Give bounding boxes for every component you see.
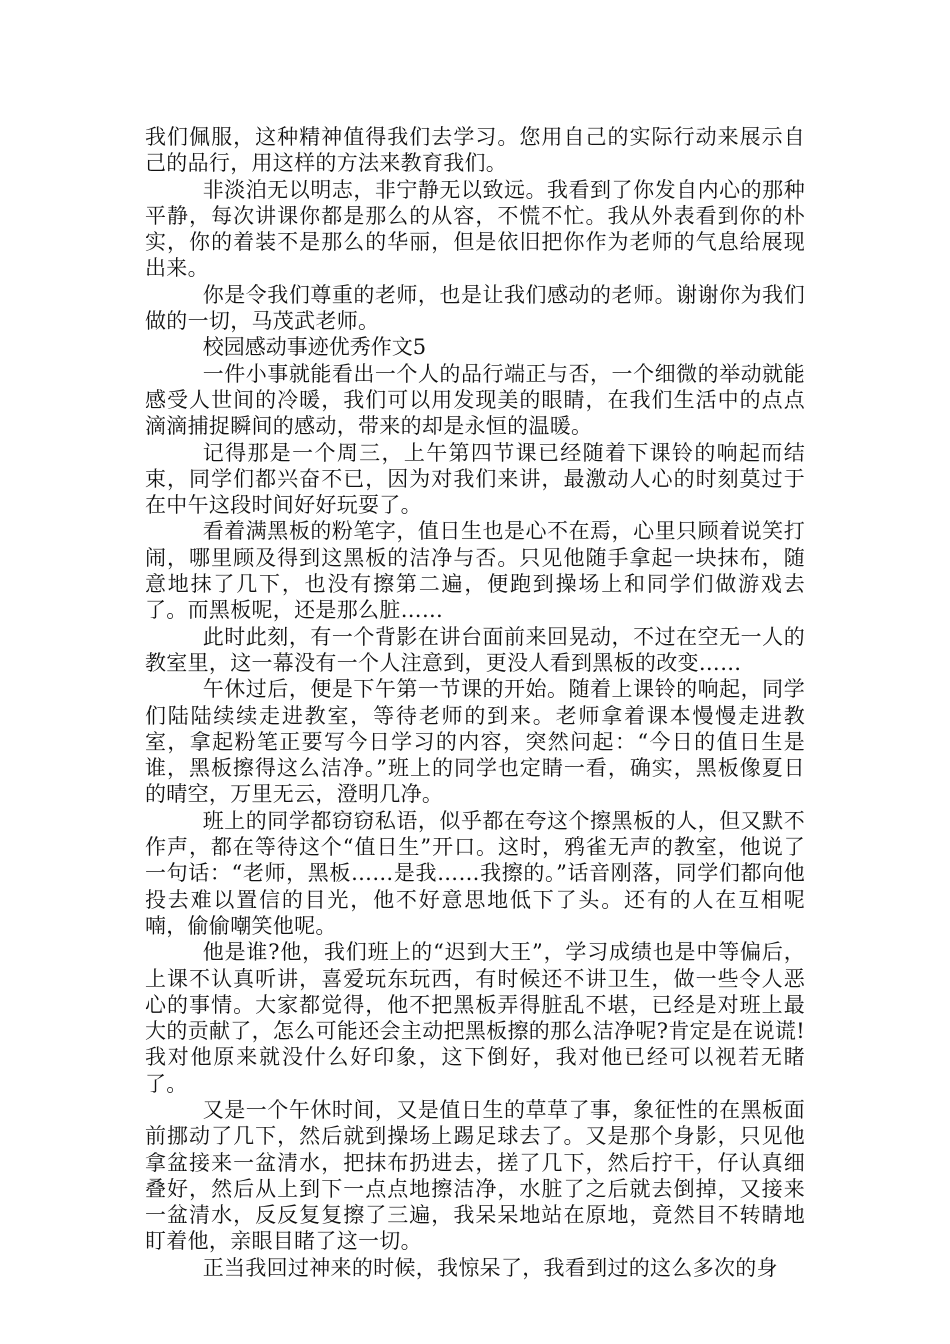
paragraph-6: 看着满黑板的粉笔字，值日生也是心不在焉，心里只顾着说笑打闹，哪里顾及得到这黑板的洁净与否。只见他随手拿起一块抹布，随意地抹了几下，也没有擦第二遍，便跑到操场上和同学们做游戏去了。而黑板呢，还是那么脏…… [145, 519, 805, 623]
paragraph-10: 他是谁?他，我们班上的“迟到大王”，学习成绩也是中等偏后，上课不认真听讲，喜爱玩东玩西，有时候还不讲卫生，做一些令人恶心的事情。大家都觉得，他不把黑板弄得脏乱不堪，已经是对班上最大的贡献了，怎么可能还会主动把黑板擦的那么洁净呢?肯定是在说谎!我对他原来就没什么好印象，这下倒好，我对他已经可以视若无睹了。 [145, 940, 805, 1096]
paragraph-12: 正当我回过神来的时候，我惊呆了，我看到过的这么多次的身 [202, 1255, 778, 1280]
paragraph-1: 我们佩服，这种精神值得我们去学习。您用自己的实际行动来展示自己的品行，用这样的方法来教育我们。 [145, 125, 805, 176]
paragraph-5: 记得那是一个周三，上午第四节课已经随着下课铃的响起而结束，同学们都兴奋不已，因为对我们来讲，最激动人心的时刻莫过于在中午这段时间好好玩耍了。 [145, 440, 805, 518]
paragraph-3: 你是令我们尊重的老师，也是让我们感动的老师。谢谢你为我们做的一切，马茂武老师。 [145, 282, 805, 334]
paragraph-7: 此时此刻，有一个背影在讲台面前来回晃动，不过在空无一人的教室里，这一幕没有一个人注意到，更没人看到黑板的改变…… [145, 624, 805, 675]
document-page [145, 124, 805, 1281]
paragraph-11: 又是一个午休时间，又是值日生的草草了事，象征性的在黑板面前挪动了几下，然后就到操场上踢足球去了。又是那个身影，只见他拿盆接来一盆清水，把抹布扔进去，搓了几下，然后拧干，仔认真细叠好，然后从上到下一点点地擦洁净，水脏了之后就去倒掉，又接来一盆清水，反反复复擦了三遍，我呆呆地站在原地，竟然目不转睛地盯着他，亲眼目睹了这一切。 [145, 1097, 805, 1254]
paragraph-9: 班上的同学都窃窃私语，似乎都在夸这个擦黑板的人，但又默不作声，都在等待这个“值日生”开口。这时，鸦雀无声的教室，他说了一句话：“老师，黑板……是我……我擦的。”话音刚落，同学们都向他投去难以置信的目光，他不好意思地低下了头。还有的人在互相呢喃，偷偷嘲笑他呢。 [145, 808, 805, 938]
paragraph-8: 午休过后，便是下午第一节课的开始。随着上课铃的响起，同学们陆陆续续走进教室，等待老师的到来。老师拿着课本慢慢走进教室，拿起粉笔正要写今日学习的内容，突然问起：“今日的值日生是谁，黑板擦得这么洁净。”班上的同学也定睛一看，确实，黑板像夏日的晴空，万里无云，澄明几净。 [145, 677, 805, 807]
section-title: 校园感动事迹优秀作文5 [202, 335, 427, 360]
paragraph-4: 一件小事就能看出一个人的品行端正与否，一个细微的举动就能感受人世间的冷暖，我们可以用发现美的眼睛，在我们生活中的点点滴滴捕捉瞬间的感动，带来的却是永恒的温暖。 [145, 361, 805, 439]
paragraph-2: 非淡泊无以明志，非宁静无以致远。我看到了你发自内心的那种平静，每次讲课你都是那么的从容，不慌不忙。我从外表看到你的朴实，你的着装不是那么的华丽，但是依旧把你作为老师的气息给展现出来。 [145, 177, 805, 281]
